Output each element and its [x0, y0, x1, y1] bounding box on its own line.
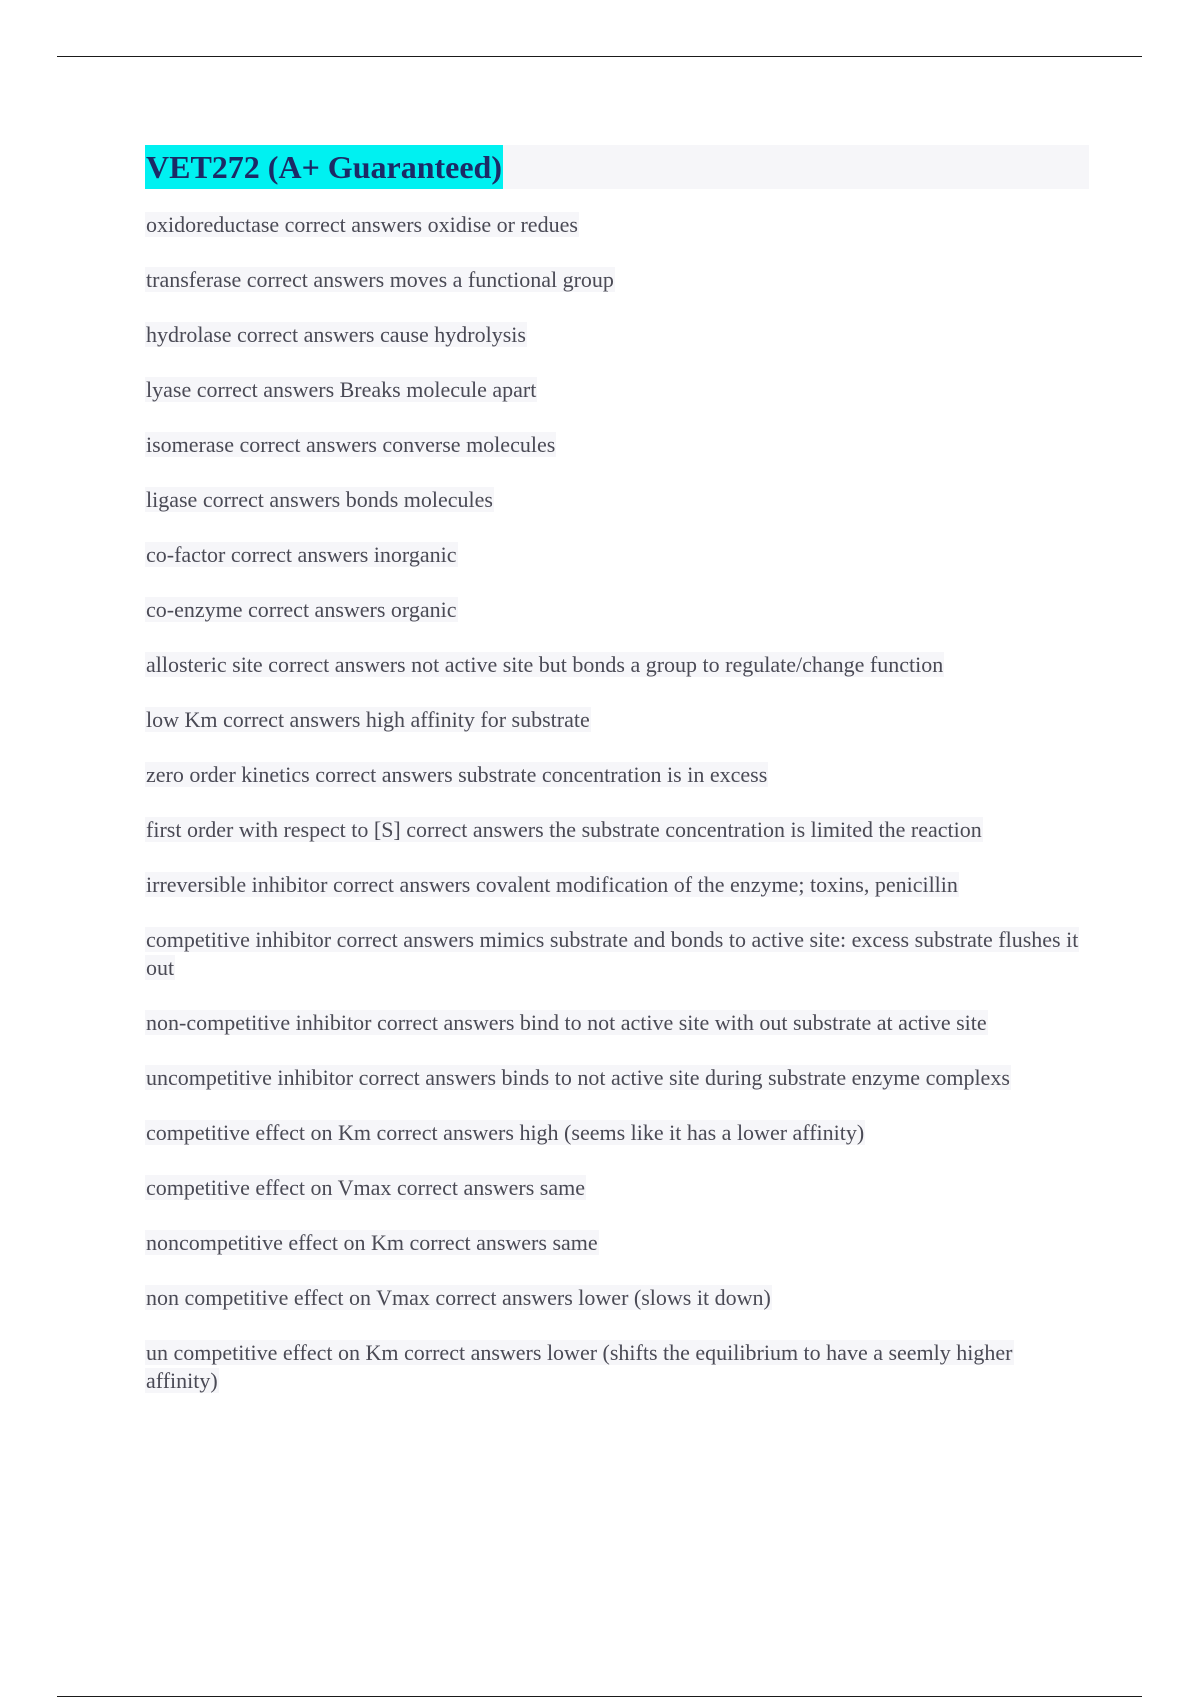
flashcard-item: competitive effect on Km correct answers high (seems like it has a lower affinity): [146, 1120, 865, 1145]
flashcard-item: co-enzyme correct answers organic: [146, 597, 457, 622]
document-body: [145, 145, 1090, 1422]
flashcard-item: non competitive effect on Vmax correct answers lower (slows it down): [146, 1285, 771, 1310]
flashcard-item: ligase correct answers bonds molecules: [146, 487, 493, 512]
flashcard-list: [145, 211, 1090, 1395]
flashcard-item: transferase correct answers moves a functional group: [146, 267, 614, 292]
flashcard-item: non-competitive inhibitor correct answers bind to not active site with out substrate at active site: [146, 1010, 987, 1035]
flashcard-item: isomerase correct answers converse molecules: [146, 432, 556, 457]
flashcard-item: un competitive effect on Km correct answers lower (shifts the equilibrium to have a seemly higher affinity): [146, 1340, 1013, 1393]
flashcard-item: zero order kinetics correct answers substrate concentration is in excess: [146, 762, 768, 787]
flashcard-item: noncompetitive effect on Km correct answers same: [146, 1230, 598, 1255]
flashcard-item: lyase correct answers Breaks molecule apart: [146, 377, 537, 402]
flashcard-item: hydrolase correct answers cause hydrolysis: [146, 322, 526, 347]
flashcard-item: co-factor correct answers inorganic: [146, 542, 457, 567]
flashcard-item: competitive effect on Vmax correct answers same: [146, 1175, 586, 1200]
page-top-rule: [57, 56, 1142, 57]
flashcard-item: first order with respect to [S] correct answers the substrate concentration is limited the reaction: [146, 817, 982, 842]
document-title: VET272 (A+ Guaranteed): [145, 145, 503, 189]
flashcard-item: irreversible inhibitor correct answers covalent modification of the enzyme; toxins, penicillin: [146, 872, 958, 897]
flashcard-item: uncompetitive inhibitor correct answers binds to not active site during substrate enzyme complexs: [146, 1065, 1010, 1090]
title-bar: [145, 145, 1089, 189]
flashcard-item: allosteric site correct answers not active site but bonds a group to regulate/change function: [146, 652, 944, 677]
flashcard-item: competitive inhibitor correct answers mimics substrate and bonds to active site: excess substrate flushes it out: [146, 927, 1079, 980]
page-bottom-rule: [57, 1696, 1142, 1697]
flashcard-item: low Km correct answers high affinity for substrate: [146, 707, 590, 732]
flashcard-item: oxidoreductase correct answers oxidise or redues: [146, 212, 578, 237]
